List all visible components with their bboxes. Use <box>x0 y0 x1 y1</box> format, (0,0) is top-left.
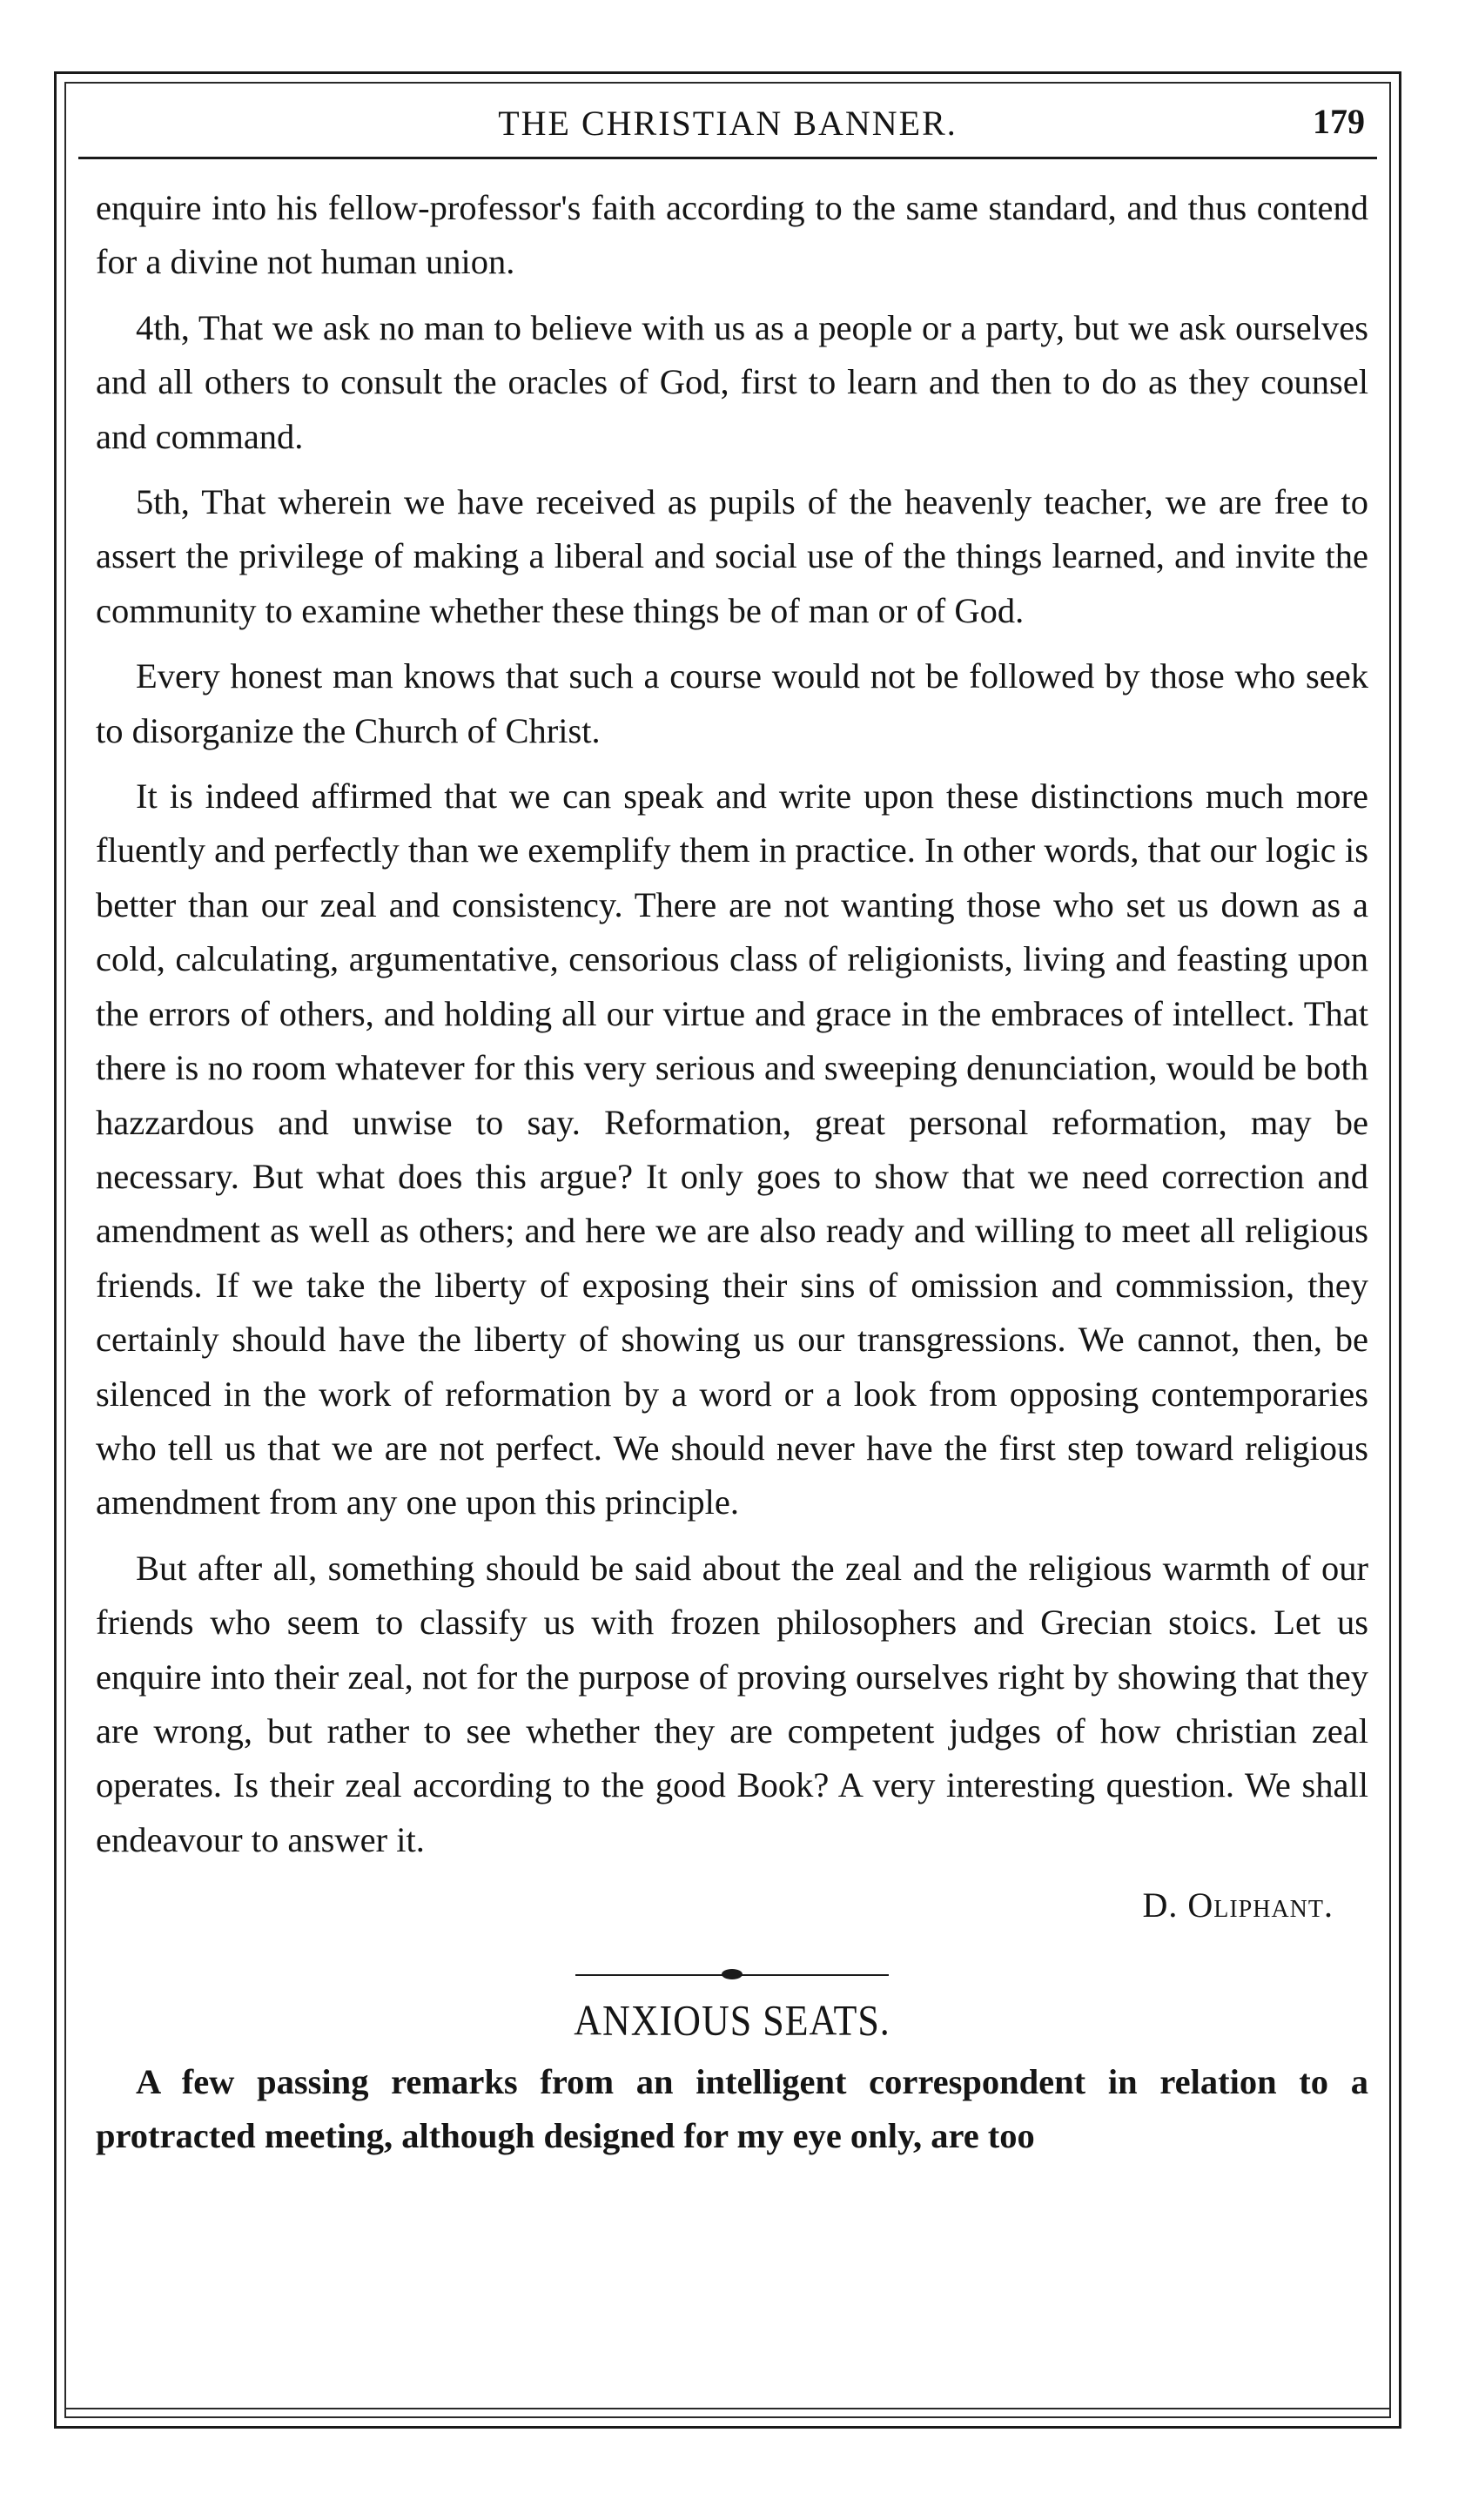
header-rule <box>78 157 1377 159</box>
article-paragraph-6: But after all, something should be said about the zeal and the religious warmth of our friends who seem to classify us with frozen philosophers and Grecian stoics. Let us enquire into their zeal, not for the purpose of proving ourselves right by showing that they are wrong, but rather to see whether they are competent judges of how christian zeal operates. Is their zeal according to the good Book? A very interesting question. We shall endeavour to answer it. <box>96 1548 1368 1859</box>
section-intro-paragraph: A few passing remarks from an intelligent correspondent in relation to a protracted meeting, although designed for my eye only, are too <box>96 2062 1368 2156</box>
article-paragraph-2: 4th, That we ask no man to believe with us as a people or a party, but we ask ourselves and all others to consult the oracles of God, first to learn and then to do as they counsel and command. <box>96 307 1368 456</box>
footer-rule <box>64 2408 1391 2409</box>
running-title: THE CHRISTIAN BANNER. <box>498 104 958 143</box>
page-number: 179 <box>1313 102 1365 141</box>
article-paragraph-3: 5th, That wherein we have received as pupils of the heavenly teacher, we are free to assert the privilege of making a liberal and social use of the things learned, and invite the community to examine whether these things be of man or of God. <box>96 482 1368 630</box>
article-paragraph-5: It is indeed affirmed that we can speak and write upon these distinctions much more fluently and perfectly than we exemplify them in practice. In other words, that our logic is better than our zeal and consistency. There are not wanting those who set us down as a cold, calculating, argumentative, censorious class of religionists, living and feasting upon the errors of others, and holding all our virtue and grace in the embraces of intellect. That there is no room whatever for this very serious and sweeping denunciation, would be both hazzardous and unwise to say. Reformation, great personal reformation, may be necessary. But what does this argue? It only goes to show that we need correction and amendment as well as others; and here we are also ready and willing to meet all religious friends. If we take the liberty of exposing their sins of omission and commission, they certainly should have the liberty of showing us our transgressions. We cannot, then, be silenced in the work of reformation by a word or a look from opposing contemporaries who tell us that we are not perfect. We should never have the first step toward religious amendment from any one upon this principle. <box>96 776 1368 1522</box>
divider-ornament <box>722 1969 743 1979</box>
page-body <box>96 181 1368 2175</box>
signature-name: Oliphant. <box>1187 1885 1334 1925</box>
article-paragraph-1: enquire into his fellow-professor's faith according to the same standard, and thus contend for a divine not human union. <box>96 188 1368 282</box>
running-head <box>78 94 1377 158</box>
signature-initial: D. <box>1142 1885 1179 1925</box>
section-divider <box>575 1966 889 1984</box>
section-heading: ANXIOUS SEATS. <box>574 1996 890 2045</box>
author-signature <box>96 1878 1334 1932</box>
article-paragraph-4: Every honest man knows that such a course would not be followed by those who seek to disorganize the Church of Christ. <box>96 656 1368 750</box>
